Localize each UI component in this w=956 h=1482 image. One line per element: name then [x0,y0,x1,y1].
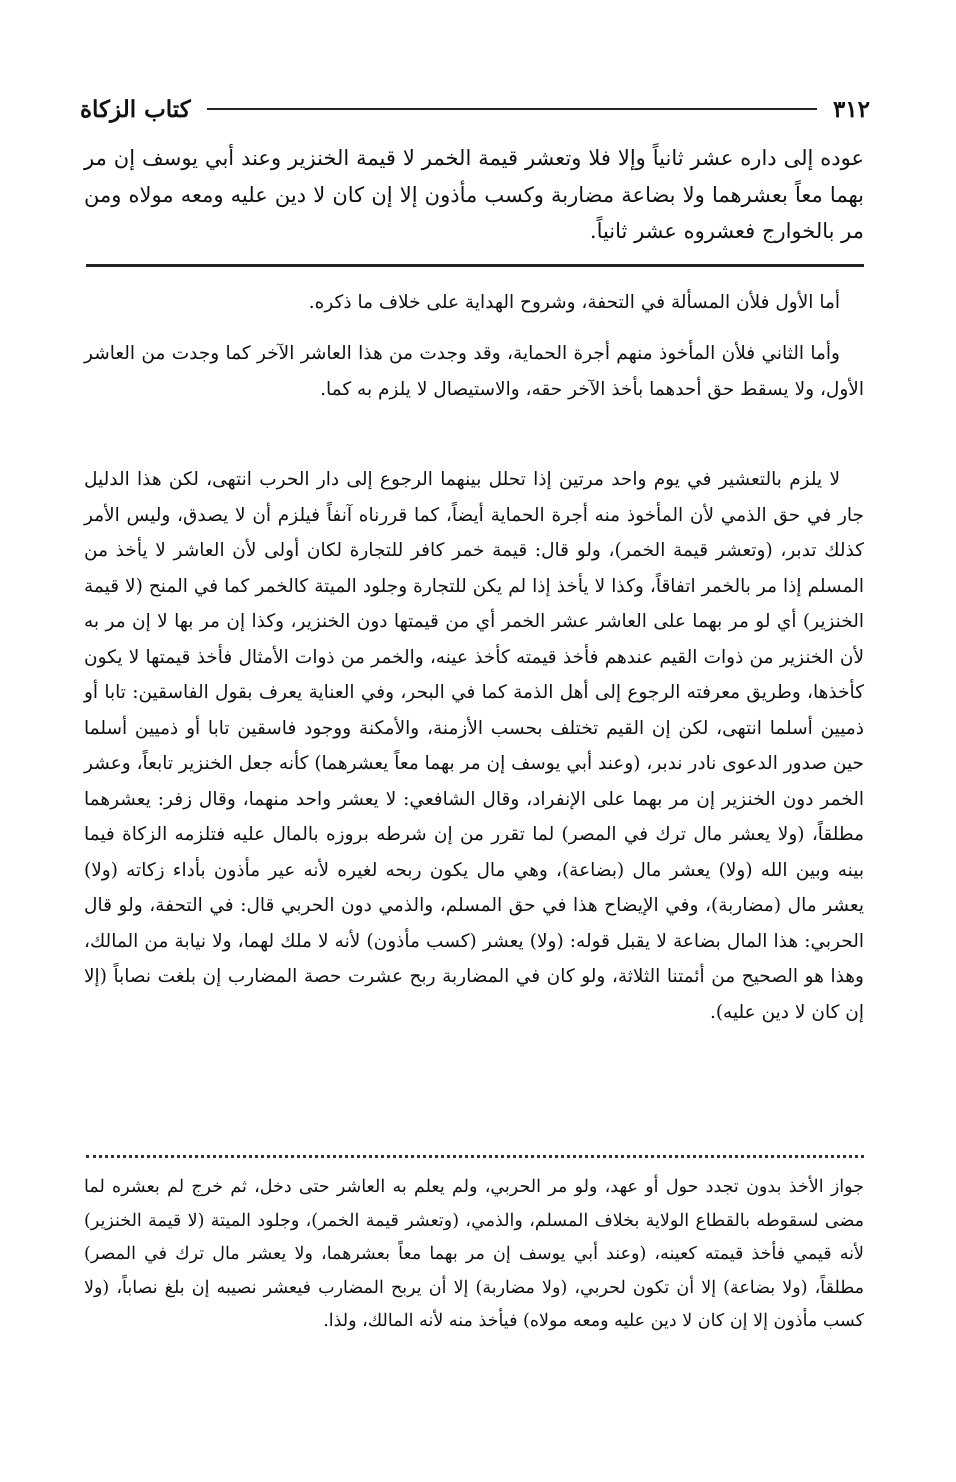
page-header [80,92,870,126]
matn-text [84,140,864,250]
matn-paragraph: عوده إلى داره عشر ثانياً وإلا فلا وتعشر قيمة الخمر لا قيمة الخنزير وعند أبي يوسف إن مر بهما معاً بعشرهما ولا بضاعة مضاربة وكسب مأذون إلا إن كان لا دين عليه ومعه مولاه ومن مر بالخوارج فعشروه عشر ثانياً. [84,146,864,243]
header-rule [207,108,817,110]
sharh-text-2: وأما الثاني فلأن المأخوذ منهم أجرة الحماية، وقد وجدت من هذا العاشر الآخر كما وجدت من العاشر الأول، ولا يسقط حق أحدهما بأخذ الآخر حقه، والاستيصال لا يلزم به كما. [84,343,864,400]
sharh-paragraph-3 [84,462,864,1030]
sharh-paragraph-1 [84,285,864,321]
hashiya-text [84,1171,864,1339]
page-number: ٣١٢ [832,95,870,123]
sharh-text-1: أما الأول فلأن المسألة في التحفة، وشروح الهداية على خلاف ما ذكره. [308,292,840,313]
hashiya-separator [86,1155,864,1158]
matn-separator [86,264,864,267]
sharh-text-3: لا يلزم بالتعشير في يوم واحد مرتين إذا تحلل بينهما الرجوع إلى دار الحرب انتهى، لكن هذا الدليل جار في حق الذمي لأن المأخوذ منه أجرة الحماية أيضاً، كما قررناه آنفاً فيلزم أن لا يصدق، وليس الأمر كذلك تدبر، (وتعشر قيمة الخمر)، ولو قال: قيمة خمر كافر للتجارة لكان أولى لأن العاشر لا يأخذ من المسلم إذا مر بالخمر اتفاقاً، وكذا لا يأخذ إذا لم يكن للتجارة وجلود الميتة كالخمر كما في المنح (لا قيمة الخنزير) أي لو مر بهما على العاشر عشر الخمر أي من قيمتها دون الخنزير، وكذا إن مر بها لا إن مر به لأن الخنزير من ذوات القيم عندهم فأخذ قيمته كأخذ عينه، والخمر من ذوات الأمثال فأخذ قيمتها لا يكون كأخذها، وطريق معرفته الرجوع إلى أهل الذمة كما في البحر، وفي العناية يعرف بقول الفاسقين: تابا أو ذميين أسلما انتهى، لكن إن القيم تختلف بحسب الأزمنة، والأمكنة ووجود فاسقين تابا أو ذميين أسلما حين صدور الدعوى نادر ندبر، (وعند أبي يوسف إن مر بهما معاً يعشرهما) كأنه جعل الخنزير تابعاً، وعشر الخمر دون الخنزير إن مر بهما على الإنفراد، وقال الشافعي: لا يعشر واحد منهما، وقال زفر: يعشرهما مطلقاً، (ولا يعشر مال ترك في المصر) لما تقرر من إن شرطه بروزه بالمال عليه فتلزمه الزكاة فيما بينه وبين الله (ولا) يعشر مال (بضاعة)، وهي مال يكون ربحه لغيره لأنه عير مأذون بأداء زكاته (ولا) يعشر مال (مضاربة)، وفي الإيضاح هذا في حق المسلم، والذمي دون الحربي قال: في التحفة، ولو قال الحربي: هذا المال بضاعة لا يقبل قوله: (ولا) يعشر (كسب مأذون) لأنه لا ملك لهما، ولا نيابة من المالك، وهذا هو الصحيح من أئمتنا الثلاثة، ولو كان في المضاربة ربح عشرت حصة المضارب إن بلغت نصاباً (إلا إن كان لا دين عليه). [84,469,864,1023]
book-title: كتاب الزكاة [80,95,191,123]
hashiya-paragraph: جواز الأخذ بدون تجدد حول أو عهد، ولو مر الحربي، ولم يعلم به العاشر حتى دخل، ثم خرج لم بعشره لما مضى لسقوطه بالقطاع الولاية بخلاف المسلم، والذمي، (وتعشر قيمة الخمر)، وجلود الميتة (لا قيمة الخنزير) لأنه قيمي فأخذ قيمته كعينه، (وعند أبي يوسف إن مر بهما معاً بعشرهما، ولا يعشر مال ترك في المصر) مطلقاً، (ولا بضاعة) إلا أن تكون لحربي، (ولا مضاربة) إلا أن يربح المضارب فيعشر نصيبه إن بلغ نصاباً، (ولا كسب مأذون إلا إن كان لا دين عليه ومعه مولاه) فيأخذ منه لأنه المالك، ولذا. [84,1177,864,1331]
sharh-paragraph-2 [84,336,864,407]
